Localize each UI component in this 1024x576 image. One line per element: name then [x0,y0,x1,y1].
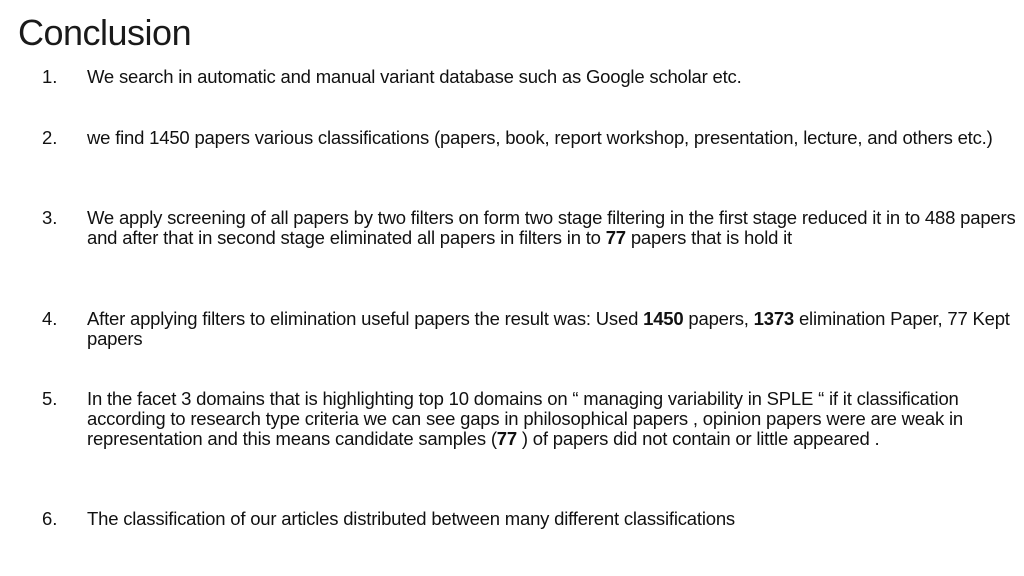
list-item-number: 2. [42,127,58,148]
list-item-number: 3. [42,207,58,228]
text-segment: elimination Paper, 77 Kept papers [87,308,1010,349]
bold-number: 1450 [643,308,684,329]
text-segment: We search in automatic and manual variant database such as Google scholar etc. [87,66,742,87]
text-segment: After applying filters to elimination useful papers the result was: Used [87,308,644,329]
list-item-number: 6. [42,508,58,529]
bold-number: 77 [496,428,517,449]
list-item-text [87,67,1017,87]
list-item [42,128,1017,148]
list-item-text [87,309,1017,349]
list-item-text [87,128,1017,148]
list-item [42,389,1017,449]
list-item-number: 4. [42,308,58,329]
text-segment: we find 1450 papers various classifications (papers, book, report workshop, presentation, lecture, and others etc.) [87,127,993,148]
bold-number: 77 [605,227,626,248]
list-item-text [87,389,1017,449]
text-segment: ) of papers did not contain or little appeared . [516,428,880,449]
text-segment: We apply screening of all papers by two filters on form two stage filtering in the first stage reduced it in to 488 papers and after that in second stage eliminated all papers in filters in to [87,207,1016,248]
list-item-text [87,208,1017,248]
list-item [42,509,1017,529]
list-item [42,208,1017,248]
bold-number: 1373 [753,308,795,329]
text-segment: The classification of our articles distributed between many different classifications [87,508,735,529]
list-item [42,309,1017,349]
slide-title: Conclusion [18,12,192,53]
list-item-number: 5. [42,388,58,409]
list-item-text [87,509,1017,529]
text-segment: In the facet 3 domains that is highlighting top 10 domains on “ managing variability in SPLE “ if it classification according to research type criteria we can see gaps in philosophical papers , opinion papers were are weak in representation and this means candidate samples ( [87,388,963,449]
list-item [42,67,1017,87]
text-segment: papers, [683,308,754,329]
list-item-number: 1. [42,66,58,87]
text-segment: papers that is hold it [625,227,793,248]
